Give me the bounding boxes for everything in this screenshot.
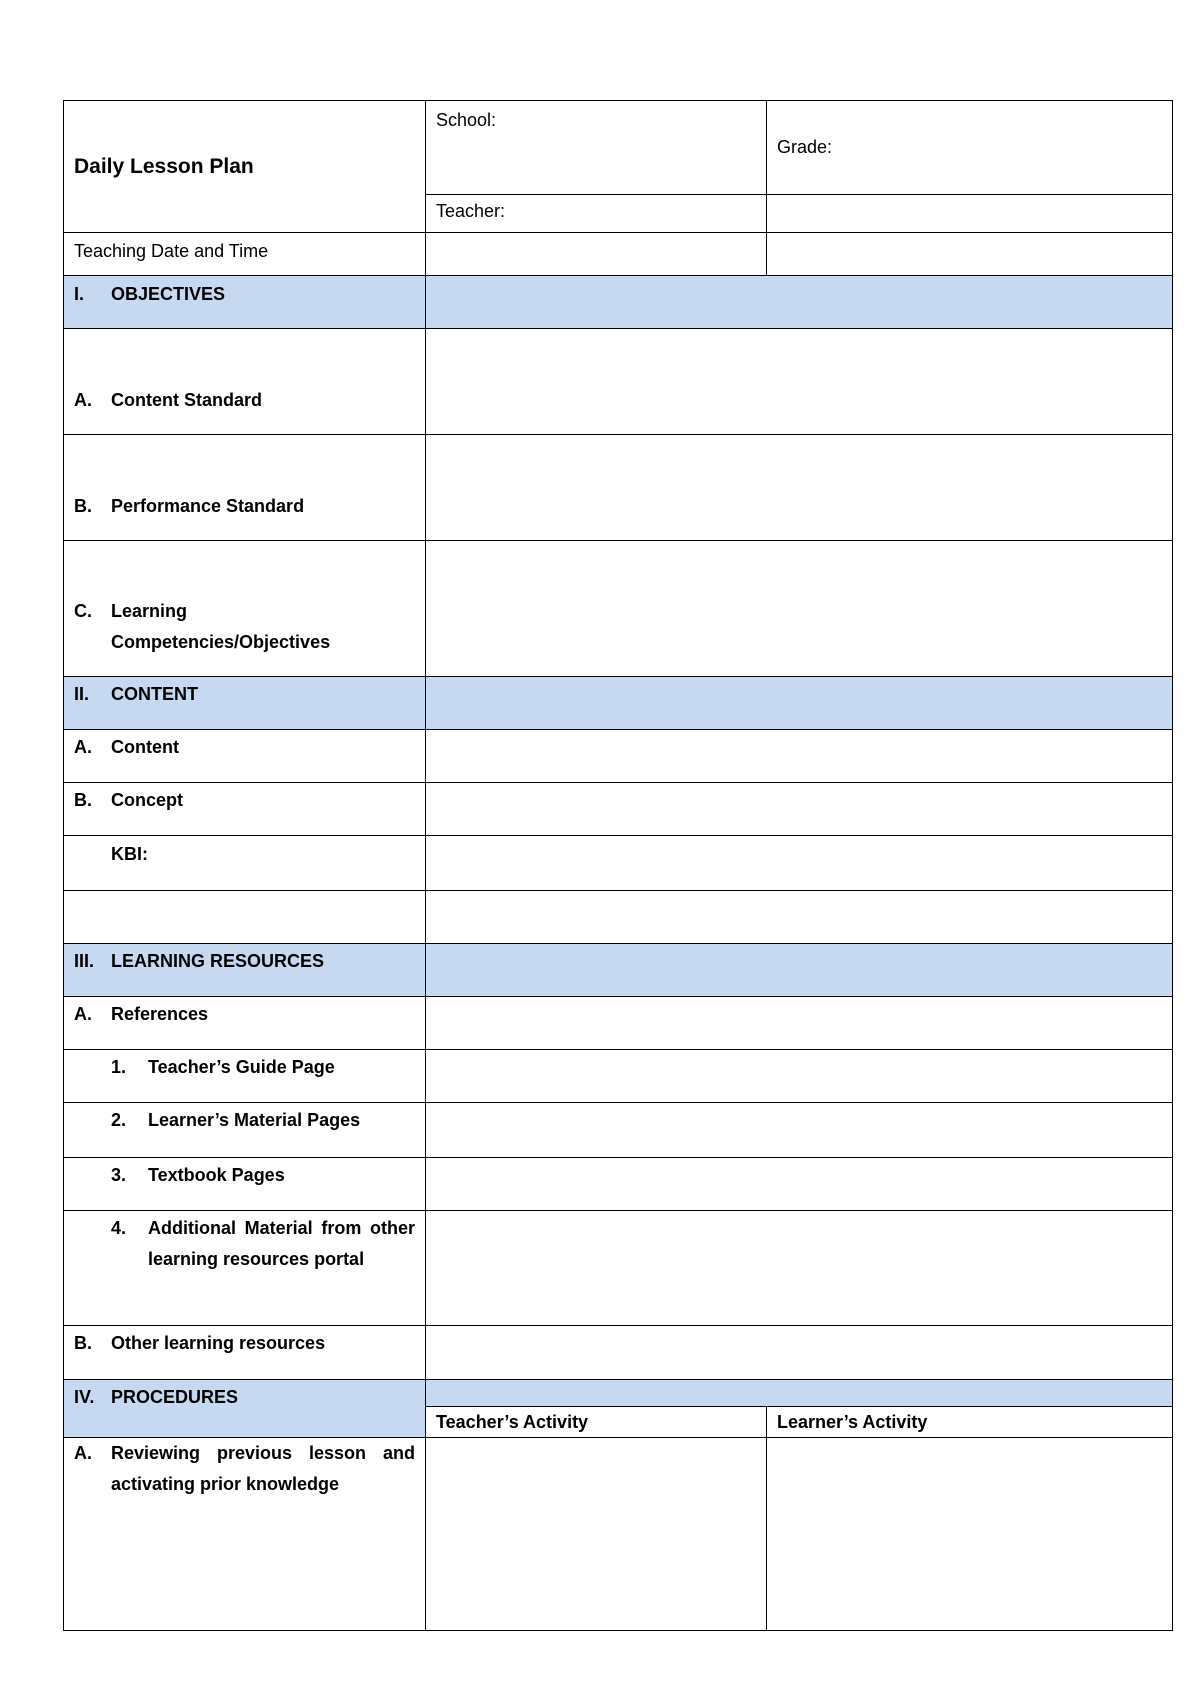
resources-marker: III.	[74, 951, 95, 971]
blank-label-cell	[63, 890, 426, 944]
resource-item-4-label-cell	[63, 1210, 426, 1326]
blank-value-cell[interactable]	[425, 890, 1173, 944]
content-header	[63, 676, 426, 730]
title-cell	[63, 100, 426, 233]
procedures-label: PROCEDURES	[111, 1387, 239, 1407]
other-resources-value-cell[interactable]	[425, 1325, 1173, 1380]
concept-value-cell[interactable]	[425, 782, 1173, 836]
performance-standard-label: Performance Standard	[111, 496, 305, 516]
teacher-activity-header	[425, 1406, 767, 1438]
content-header-fill	[425, 676, 1173, 730]
kbi-value-cell[interactable]	[425, 835, 1173, 891]
competencies-label-cell	[63, 540, 426, 677]
resource-item-4-marker: 4.	[111, 1218, 127, 1238]
content-standard-marker: A.	[74, 390, 92, 410]
concept-label: Concept	[111, 790, 183, 810]
date-time-label: Teaching Date and Time	[74, 241, 269, 261]
objectives-header	[63, 275, 426, 329]
content-standard-label: Content Standard	[111, 390, 262, 410]
resource-item-1-marker: 1.	[111, 1057, 127, 1077]
objectives-label: OBJECTIVES	[111, 284, 226, 304]
procedures-marker: IV.	[74, 1387, 95, 1407]
content-item-label: Content	[111, 737, 179, 757]
resource-item-4-label: Additional Material from other learning resources portal	[148, 1218, 415, 1269]
school-cell[interactable]	[425, 100, 767, 195]
kbi-label-cell	[63, 835, 426, 891]
resource-item-2-label: Learner’s Material Pages	[148, 1110, 361, 1130]
performance-standard-marker: B.	[74, 496, 92, 516]
content-item-value-cell[interactable]	[425, 729, 1173, 783]
other-resources-label-cell	[63, 1325, 426, 1380]
concept-marker: B.	[74, 790, 92, 810]
content-standard-label-cell	[63, 328, 426, 435]
objectives-marker: I.	[74, 284, 85, 304]
resource-item-2-marker: 2.	[111, 1110, 127, 1130]
date-time-extra-cell[interactable]	[766, 232, 1173, 276]
resource-item-2-label-cell	[63, 1102, 426, 1158]
reviewing-teacher-cell[interactable]	[425, 1437, 767, 1631]
reviewing-learner-cell[interactable]	[766, 1437, 1173, 1631]
procedures-header-fill	[425, 1379, 1173, 1407]
competencies-label-line1: Learning	[111, 601, 188, 621]
competencies-label-line2: Competencies/Objectives	[111, 632, 331, 652]
competencies-value-cell[interactable]	[425, 540, 1173, 677]
procedures-header	[63, 1379, 426, 1438]
grade-cell[interactable]	[766, 100, 1173, 195]
reviewing-marker: A.	[74, 1443, 92, 1463]
school-label: School:	[436, 110, 497, 130]
reviewing-label: Reviewing previous lesson and activating prior knowledge	[111, 1443, 415, 1494]
other-resources-marker: B.	[74, 1333, 92, 1353]
references-value-cell[interactable]	[425, 996, 1173, 1050]
resource-item-3-label: Textbook Pages	[148, 1165, 285, 1185]
teacher-cell[interactable]	[425, 194, 767, 233]
content-label: CONTENT	[111, 684, 198, 704]
content-standard-value-cell[interactable]	[425, 328, 1173, 435]
competencies-marker: C.	[74, 601, 92, 621]
learner-activity-header	[766, 1406, 1173, 1438]
references-marker: A.	[74, 1004, 92, 1024]
learner-activity-label: Learner’s Activity	[777, 1412, 928, 1432]
reviewing-label-cell	[63, 1437, 426, 1631]
content-marker: II.	[74, 684, 90, 704]
content-item-marker: A.	[74, 737, 92, 757]
resources-header	[63, 943, 426, 997]
resource-item-1-label: Teacher’s Guide Page	[148, 1057, 335, 1077]
teacher-activity-label: Teacher’s Activity	[436, 1412, 589, 1432]
date-time-label-cell	[63, 232, 426, 276]
performance-standard-value-cell[interactable]	[425, 434, 1173, 541]
lesson-plan-table	[64, 101, 1172, 1631]
resource-item-3-marker: 3.	[111, 1165, 127, 1185]
page-title: Daily Lesson Plan	[74, 155, 254, 178]
kbi-label: KBI:	[111, 844, 148, 864]
resource-item-1-label-cell	[63, 1049, 426, 1103]
other-resources-label: Other learning resources	[111, 1333, 326, 1353]
resources-label: LEARNING RESOURCES	[111, 951, 325, 971]
resources-header-fill	[425, 943, 1173, 997]
date-time-value-cell[interactable]	[425, 232, 767, 276]
concept-label-cell	[63, 782, 426, 836]
references-label: References	[111, 1004, 209, 1024]
references-label-cell	[63, 996, 426, 1050]
grade-label: Grade:	[777, 137, 833, 157]
teacher-value-cell[interactable]	[766, 194, 1173, 233]
objectives-header-fill	[425, 275, 1173, 329]
resource-item-4-value-cell[interactable]	[425, 1210, 1173, 1326]
resource-item-3-label-cell	[63, 1157, 426, 1211]
content-item-label-cell	[63, 729, 426, 783]
resource-item-2-value-cell[interactable]	[425, 1102, 1173, 1158]
teacher-label: Teacher:	[436, 201, 506, 221]
performance-standard-label-cell	[63, 434, 426, 541]
resource-item-1-value-cell[interactable]	[425, 1049, 1173, 1103]
resource-item-3-value-cell[interactable]	[425, 1157, 1173, 1211]
